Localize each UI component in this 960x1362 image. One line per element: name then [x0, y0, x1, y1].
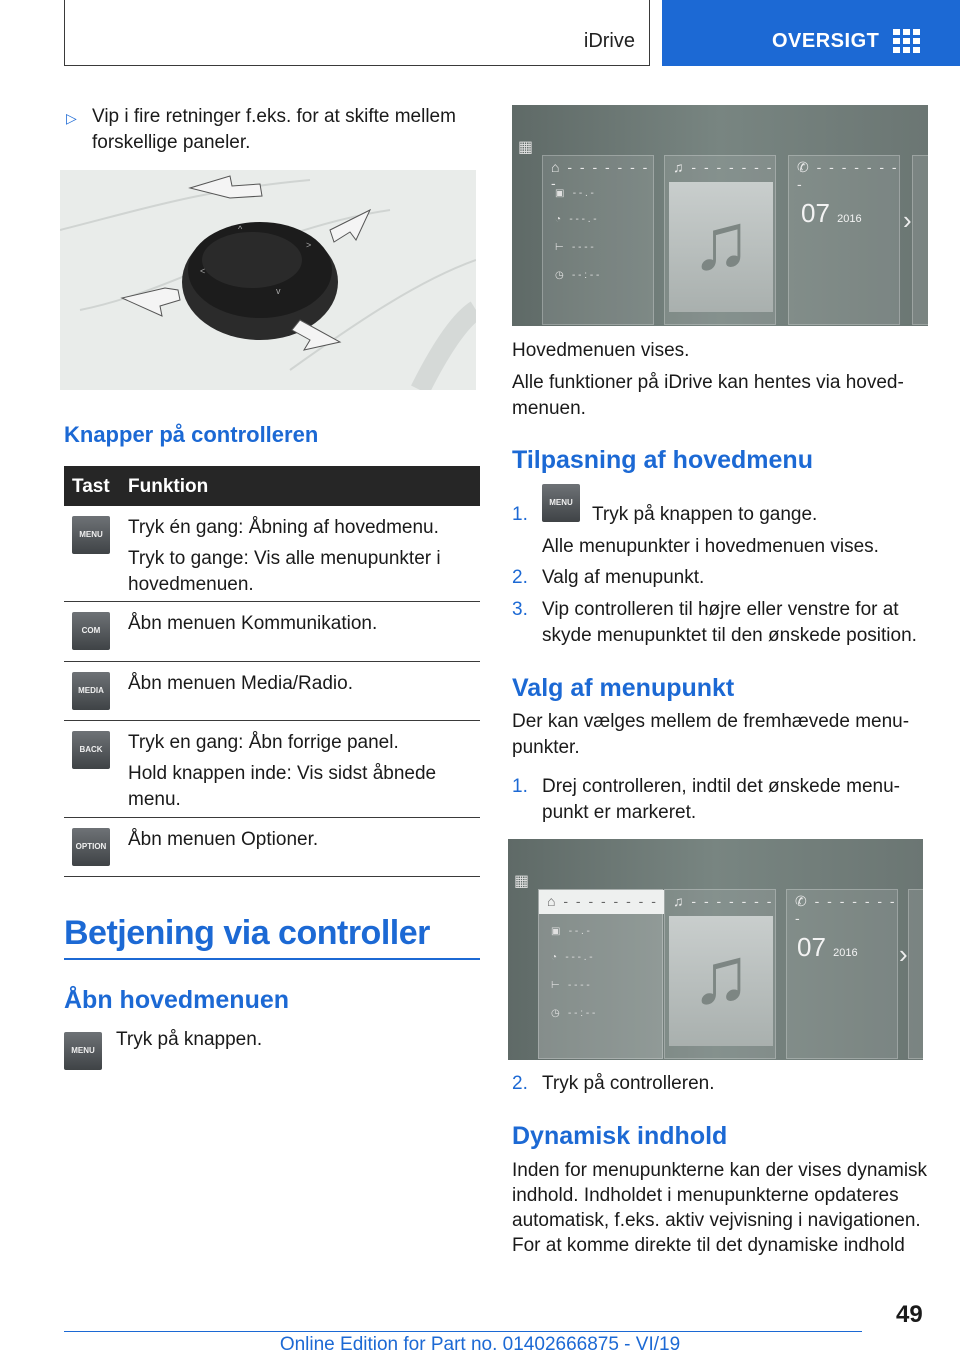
album-art [669, 916, 773, 1046]
car-panel-selected [538, 889, 663, 1059]
phone-icon: ✆ - - - - - - - - [795, 893, 897, 926]
row-text: Tryk to gange: Vis alle menupunkter i hovedmenuen. [128, 548, 441, 595]
buttons-heading: Knapper på controlleren [64, 422, 319, 447]
main-menu-screen [512, 105, 928, 326]
menu-key-icon: MENU [72, 516, 110, 554]
open-menu-text: Tryk på knappen. [116, 1029, 263, 1050]
caption-main-menu: Hovedmenuen vises. [512, 340, 690, 361]
grid-icon [893, 29, 921, 53]
media-key-icon: MEDIA [72, 672, 110, 710]
svg-text:v: v [276, 286, 281, 296]
music-title-icon: ♫ - - - - - - - [673, 159, 774, 175]
next-panel [908, 889, 923, 1059]
step-sub-text: Alle menupunkter i hovedmenuen vises. [542, 536, 879, 557]
tilt-bullet-text: Vip i fire retninger f.eks. for at skifte mellem forskellige paneler. [92, 106, 456, 153]
step-text: Valg af menupunkt. [542, 567, 705, 588]
row-text: Tryk en gang: Åbn forrige panel. [128, 732, 399, 753]
header-section-label: iDrive [583, 30, 635, 52]
title-rule [64, 958, 480, 960]
table-header [64, 466, 480, 506]
open-menu-heading: Åbn hovedmenuen [64, 986, 290, 1014]
step-number: 1. [512, 504, 528, 525]
back-key-icon: BACK [72, 731, 110, 769]
svg-text:>: > [306, 240, 312, 250]
svg-text:^: ^ [238, 224, 243, 234]
caption-functions: Alle funktioner på iDrive kan hentes via hoved-menuen. [512, 372, 904, 419]
next-panel [912, 155, 928, 325]
select-intro: Der kan vælges mellem de fremhævede menu-punkter. [512, 711, 910, 758]
car-icon: ⌂ - - - - - - - - [547, 893, 658, 909]
range-icon: ⊢ - - - - [551, 980, 590, 991]
dynamic-heading: Dynamisk indhold [512, 1122, 728, 1150]
date-display: 07 2016 [801, 198, 862, 228]
menu-key-icon: MENU [64, 1032, 102, 1070]
header-section-box [64, 0, 650, 66]
col-key-header: Tast [72, 476, 110, 497]
table-row [64, 662, 480, 721]
step-text: Tryk på controlleren. [542, 1073, 715, 1094]
car-panel [542, 155, 654, 325]
music-note-icon: ♫ [691, 197, 751, 286]
step-number: 2. [512, 567, 528, 588]
step-text: Drej controlleren, indtil det ønskede menu-punkt er markeret. [542, 776, 901, 823]
tilt-bullet [64, 104, 474, 156]
fuel-icon: ▣ - - . - [551, 926, 590, 937]
page-number: 49 [896, 1301, 923, 1328]
music-panel [664, 889, 776, 1059]
fuel-icon: ▣ - - . - [555, 188, 594, 199]
car-icon: ⌂ - - - - - - - - [551, 159, 650, 191]
row-text: Åbn menuen Optioner. [128, 829, 319, 850]
music-title-icon: ♫ - - - - - - - [673, 893, 774, 909]
footer-rule [64, 1331, 862, 1332]
row-text: Åbn menuen Kommunikation. [128, 613, 378, 634]
header-chapter-label: OVERSIGT [772, 30, 880, 52]
buttons-table [64, 466, 480, 877]
clock-icon: ◷ - - : - - [555, 270, 600, 281]
option-key-icon: OPTION [72, 828, 110, 866]
music-note-icon: ♫ [691, 931, 751, 1020]
table-row [64, 506, 480, 602]
range-icon: ⊢ - - - - [555, 242, 594, 253]
svg-text:<: < [200, 266, 206, 276]
select-heading: Valg af menupunkt [512, 674, 735, 702]
step-number: 2. [512, 1073, 528, 1094]
step-text: Vip controlleren til højre eller venstre for at skyde menupunktet til den ønskede position. [542, 599, 917, 646]
phone-panel [786, 889, 898, 1059]
dynamic-text: Inden for menupunkterne kan der vises dynamisk indhold. Indholdet i menupunkterne opdateres automatisk, f.eks. aktiv vejvisning i navigationen. For at komme direkte til det dynamiske indhold [512, 1160, 928, 1256]
triangle-bullet-icon: ▷ [66, 110, 77, 126]
adjust-heading: Tilpasning af hovedmenu [512, 446, 813, 474]
com-key-icon: COM [72, 612, 110, 650]
table-row [64, 721, 480, 818]
step-number: 1. [512, 776, 528, 797]
row-text: Åbn menuen Media/Radio. [128, 673, 353, 694]
online-edition: Online Edition for Part no. 01402666875 - VI/19 [279, 1334, 681, 1355]
row-text: Hold knappen inde: Vis sidst åbnede menu. [128, 763, 437, 810]
music-panel [664, 155, 776, 325]
menu-selection-screen [508, 839, 923, 1060]
table-row [64, 818, 480, 877]
chevron-right-icon: › [899, 939, 908, 969]
menu-grid-icon: ▦ [514, 873, 530, 890]
table-row [64, 602, 480, 662]
step-number: 3. [512, 599, 528, 620]
chevron-right-icon: › [903, 205, 912, 235]
row-text: Tryk én gang: Åbning af hovedmenu. [128, 517, 439, 538]
menu-grid-icon: ▦ [518, 139, 534, 156]
main-title: Betjening via controller [64, 914, 430, 952]
date-display: 07 2016 [797, 932, 858, 962]
speed-icon: ◔ - - - . - [555, 214, 597, 225]
phone-panel [788, 155, 900, 325]
controller-arrows-icon [60, 170, 476, 390]
menu-key-icon: MENU [542, 484, 580, 522]
controller-illustration [60, 170, 476, 390]
speed-icon: ◔ - - - . - [551, 952, 593, 963]
step-text: Tryk på knappen to gange. [592, 504, 818, 525]
album-art [669, 182, 773, 312]
phone-icon: ✆ - - - - - - - - [797, 159, 899, 192]
clock-icon: ◷ - - : - - [551, 1008, 596, 1019]
col-function-header: Funktion [128, 476, 209, 497]
